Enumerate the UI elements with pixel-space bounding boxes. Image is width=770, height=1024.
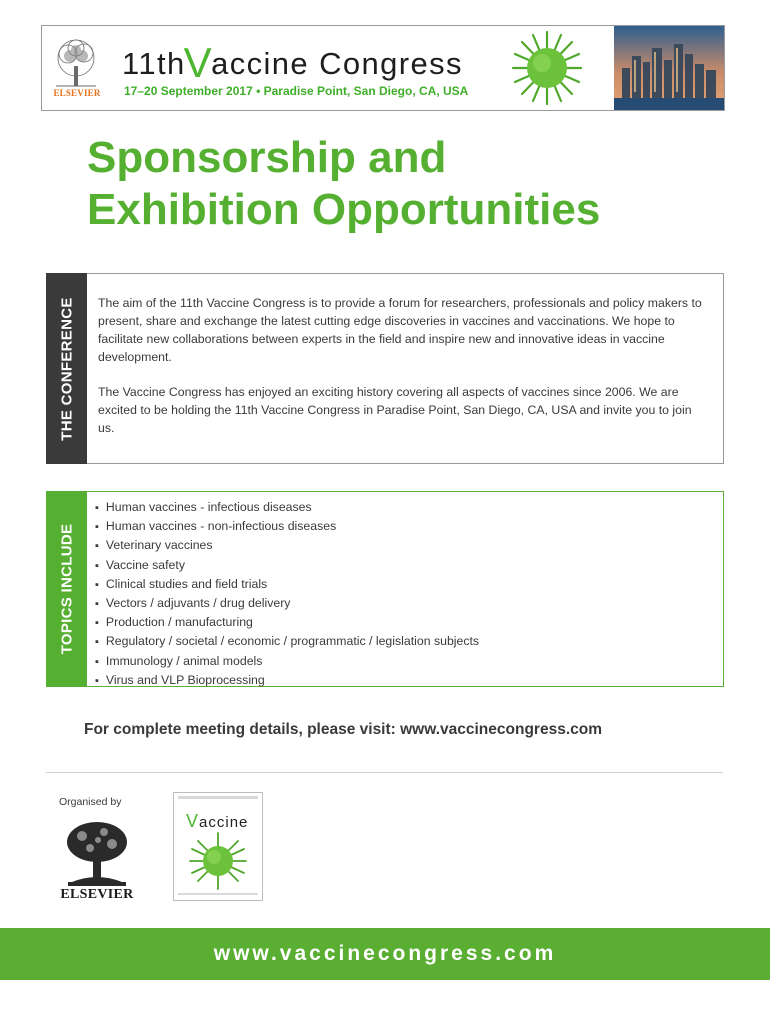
list-item: ▪ Vectors / adjuvants / drug delivery (95, 594, 479, 613)
elsevier-logo-text: ELSEVIER (60, 887, 134, 902)
list-item: ▪ Production / manufacturing (95, 613, 479, 632)
journal-footer-strip (174, 891, 262, 899)
meeting-details-link-text[interactable]: For complete meeting details, please visit: www.vaccinecongress.com (84, 721, 602, 738)
conference-paragraph-2: The Vaccine Congress has enjoyed an exciting history covering all aspects of vaccines since 2006. We are excited to be holding the 11th Vaccine Congress in Paradise Point, San Diego, CA, USA and invite you to join us. (98, 385, 692, 435)
organised-by-label: Organised by (59, 796, 122, 808)
list-item: ▪ Human vaccines - infectious diseases (95, 498, 479, 517)
elsevier-tree-logo (58, 818, 136, 890)
virus-illustration (186, 831, 250, 891)
journal-title-rest: accine (199, 814, 249, 831)
topics-list (95, 498, 479, 690)
virus-illustration (509, 28, 585, 108)
san-diego-skyline-photo (614, 26, 724, 110)
journal-header-strip (174, 793, 262, 805)
conference-paragraph-1: The aim of the 11th Vaccine Congress is to provide a forum for researchers, professionals and policy makers to present, share and exchange the latest cutting edge discoveries in vaccines and vaccinations. We hope to facilitate new collaborations between experts in the field and inspire new and innovative ideas in vaccine development. (98, 296, 702, 364)
list-item: ▪ Human vaccines - non-infectious diseases (95, 517, 479, 536)
conference-description (98, 294, 710, 454)
event-title-rest: accine Congress (211, 46, 463, 81)
event-title-prefix: 11th (122, 46, 186, 81)
page-heading-line2: Exhibition Opportunities (87, 185, 601, 234)
list-item: ▪ Clinical studies and field trials (95, 575, 479, 594)
footer-website-link[interactable]: www.vaccinecongress.com (213, 942, 557, 965)
elsevier-logo-text: ELSEVIER (53, 88, 101, 98)
event-title (122, 36, 463, 84)
conference-side-label: THE CONFERENCE (58, 296, 75, 441)
conference-side-tab (46, 273, 87, 464)
topics-side-label: TOPICS INCLUDE (58, 523, 75, 655)
page-heading (87, 132, 600, 236)
list-item: ▪ Vaccine safety (95, 556, 479, 575)
divider (46, 772, 723, 773)
list-item: ▪ Immunology / animal models (95, 652, 479, 671)
journal-title (186, 811, 248, 832)
list-item: ▪ Regulatory / societal / economic / programmatic / legislation subjects (95, 632, 479, 651)
vaccine-journal-cover (173, 792, 263, 901)
page-heading-line1: Sponsorship and (87, 133, 447, 182)
footer-bar (0, 928, 770, 980)
list-item: ▪ Veterinary vaccines (95, 536, 479, 555)
event-title-v: V (183, 39, 214, 86)
event-dates-location: 17–20 September 2017 • Paradise Point, San Diego, CA, USA (124, 84, 469, 98)
event-banner (41, 25, 725, 111)
journal-title-v: V (186, 811, 200, 831)
topics-side-tab (46, 491, 87, 687)
list-item: ▪ Virus and VLP Bioprocessing (95, 671, 479, 690)
